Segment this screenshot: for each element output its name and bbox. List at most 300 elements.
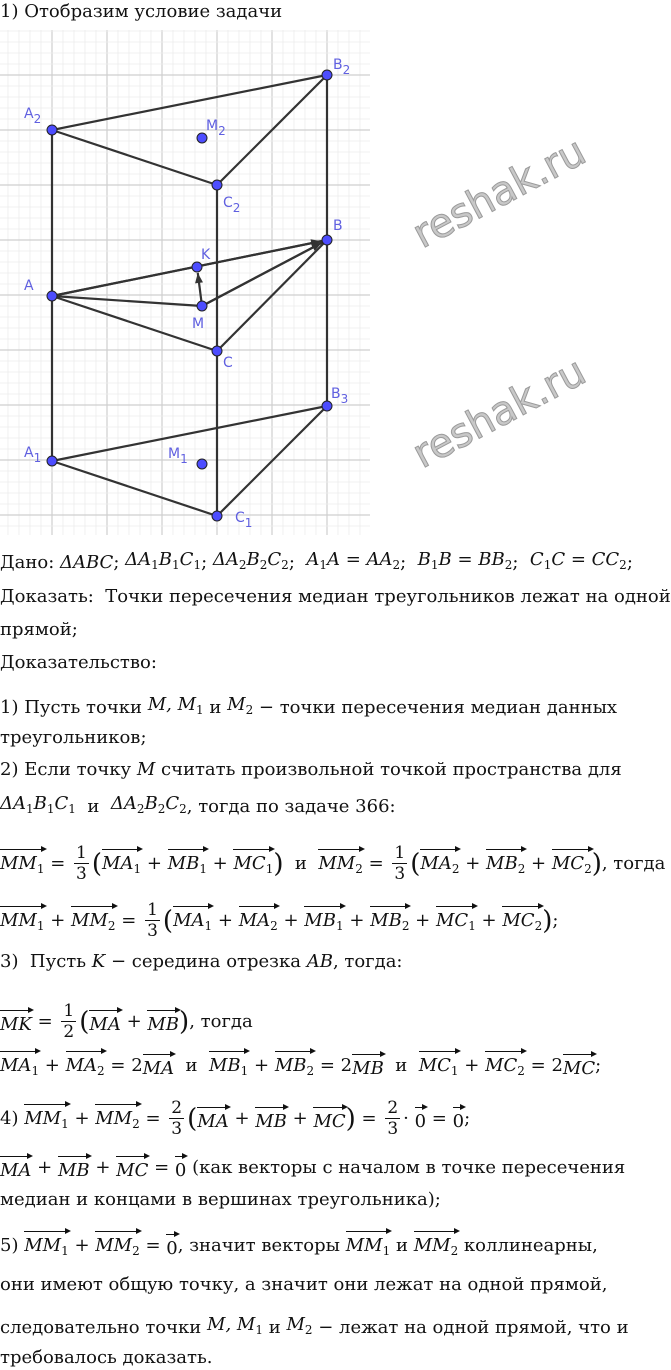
text-run: считать произвольной точкой пространства для [155,759,622,780]
numerator: 1 [394,843,406,863]
vector [71,903,116,938]
vector-name: MC [551,853,585,874]
text-run: + [89,1157,117,1178]
text-run: = [44,852,72,874]
bracket: ( [187,1103,198,1134]
point-label-A2: A2 [24,106,42,126]
vector-bar [24,1231,69,1232]
vector-arrow-icon [112,903,118,909]
text-run: − лежат на одной прямой, что и [312,1316,629,1338]
vector-name: MM [24,1108,62,1129]
vector-name: MB [486,853,518,874]
math-symbol: $C_1$ [529,549,552,572]
vector [147,1007,179,1037]
math-symbol: $A = AA_2$ [326,549,401,572]
vector-name: MM [95,1235,133,1256]
vector-name: MC [435,910,469,931]
math-symbol: $B = BB_2$ [438,549,513,572]
vector-name: MB [370,910,402,931]
vector [313,1104,345,1134]
vector-name: MA [420,853,452,874]
subscript: 1 [26,802,34,816]
math-symbol: K [91,951,106,972]
point-M1 [197,459,207,469]
subscript: 2 [157,802,166,816]
subscript: 1 [199,862,207,876]
text-run: , тогда [189,1010,253,1032]
vector-name: MA [102,853,134,874]
vector [143,1051,174,1081]
subscript: 2 [306,1064,315,1078]
vector-name: MC [502,910,535,931]
subscript: 1 [133,862,142,876]
vector-name: MB [274,1055,307,1076]
fraction [385,1098,400,1139]
vector-arrow-icon [472,903,478,909]
point-M2 [197,133,207,143]
math-symbol: M, $M_1$ [207,1314,263,1337]
text-run: медиан и концами в вершинах треугольника); [0,1189,441,1210]
vector-arrow-icon [136,1228,142,1234]
math-symbol: $C = CC_2$ [551,549,627,572]
text-run: + [31,1157,58,1178]
vector [0,1153,31,1183]
vector [275,1048,314,1083]
text-line [0,1346,212,1370]
subscript: 2 [97,1064,105,1078]
vector-bar [419,1051,459,1052]
vector-arrow-icon [35,1048,41,1054]
subscript: 2 [179,802,187,816]
text-run: 5) [0,1234,25,1256]
text-run: следовательно точки [0,1316,208,1338]
vector-bar [24,1104,69,1105]
vector-arrow-icon [342,1104,348,1110]
subscript: 1 [430,558,439,572]
math-symbol: $B_1$ [33,793,55,816]
text-line [0,758,622,782]
text-run: и [75,795,111,817]
point-label-M1: M1 [168,446,188,466]
text-run: коллинеарны, [458,1234,598,1256]
subscript: 2 [392,558,401,572]
math-symbol: $B_1$ [158,549,180,572]
text-run: ; [400,551,418,573]
vector [502,903,542,938]
vector-bar [502,906,542,907]
geometry-diagram [0,30,370,535]
vector [0,1007,32,1037]
text-run: = [148,1157,175,1178]
point-label-B3: B3 [331,386,349,406]
subscript: 1 [31,1064,40,1078]
subscript: 1 [335,919,344,933]
vector-arrow-icon [41,903,47,909]
subscript: 1 [319,558,327,572]
text-run: = 2 [104,1054,143,1076]
subscript: 1 [36,919,45,933]
vector-bar [346,1231,391,1232]
vector-arrow-icon [359,846,365,852]
fraction [392,843,407,884]
text-line [0,618,78,642]
text-run: , значит векторы [177,1234,346,1256]
vector-arrow-icon [174,1231,180,1237]
subscript: 2 [304,1323,313,1337]
text-run: Доказать: Точки пересечения медиан треугольников лежат на одной [0,586,671,607]
vector-name: MB [255,1110,287,1132]
subscript: 1 [240,1064,249,1078]
fraction [74,843,89,884]
vector [0,903,45,938]
watermark: reshak.ru [405,128,594,258]
vector [370,903,409,938]
vector-bar [95,1104,140,1105]
vector-bar [173,906,212,907]
vector-bar [0,849,45,850]
subscript: 2 [584,862,592,876]
text-line [0,1188,441,1212]
vector [563,1051,595,1081]
point-C2 [212,180,222,190]
text-line [0,950,403,974]
vector-bar [0,1051,39,1052]
vector-name: 0 [414,1110,427,1132]
vector-bar [414,1231,459,1232]
bracket: ( [162,905,174,936]
vector [318,846,363,881]
fraction [61,1001,76,1042]
vector-bar [420,849,459,850]
text-line [0,726,147,750]
text-run: + [206,852,234,874]
point-A1 [47,456,57,466]
vector-arrow-icon [269,846,275,852]
point-A2 [47,125,57,135]
vector [485,1048,525,1083]
vector-arrow-icon [182,1153,188,1159]
text-run: = [355,1107,383,1129]
math-symbol: $C_2$ [267,549,289,572]
point-label-M2: M2 [206,118,226,138]
vector-arrow-icon [86,1153,92,1159]
denominator: 3 [171,1119,183,1139]
subscript: 1 [46,802,55,816]
vector [486,846,525,881]
heading: 1) Отобразим условие задачи [0,1,283,22]
vector [197,1104,228,1134]
vector-arrow-icon [340,903,346,909]
text-run: + [68,1107,96,1129]
text-run: = [115,909,143,931]
vector-name: MB [304,910,336,931]
subscript: 1 [193,558,202,572]
text-run: и [174,1054,209,1076]
subscript: 1 [204,919,213,933]
vector-arrow-icon [203,846,209,852]
text-run: ; [201,551,213,573]
text-run: треугольников; [0,727,147,748]
vector-name: MM [0,853,37,874]
text-line [0,651,157,675]
vector-arrow-icon [521,1048,527,1054]
watermark: reshak.ru [405,348,594,478]
text-run: , тогда по задаче 366: [186,795,396,817]
denominator: 3 [387,1119,399,1139]
segment-A2B2 [52,75,327,130]
vector-bar [168,849,207,850]
point-label-C1: C1 [235,510,253,530]
vector-name: MC [418,1055,451,1076]
vector-arrow-icon [136,1101,142,1107]
point-label-B2: B2 [333,57,351,77]
vector [233,846,273,881]
text-line [0,548,633,577]
text-run: = 2 [524,1054,563,1076]
bracket: ) [591,848,602,879]
vector-name: MB [352,1057,384,1079]
numerator: 1 [63,1001,75,1021]
text-run: (как векторы с началом в точке пересечения [186,1157,626,1178]
subscript: 2 [107,919,116,933]
vector-name: MM [24,1235,62,1256]
vector-bar [209,1051,248,1052]
subscript: 1 [36,862,45,876]
segment-C2A2 [52,130,217,185]
subscript: 1 [382,1244,391,1258]
subscript: 1 [255,1323,263,1337]
text-run: − точки пересечения медиан данных [253,696,618,718]
vector [414,1228,459,1263]
vector-name: MA [0,1055,32,1076]
text-run: и [383,1054,419,1076]
vector-name: MC [562,1057,596,1079]
text-run: + [212,909,239,931]
subscript: 1 [61,1244,69,1258]
text-run: Дано: [0,551,60,573]
text-line [0,843,665,884]
vector-arrow-icon [455,846,461,852]
vector-arrow-icon [310,1048,316,1054]
text-line [0,1001,253,1042]
vector-arrow-icon [283,1104,289,1110]
vector [168,846,207,881]
vector-bar [436,906,476,907]
text-run: + [248,1054,275,1076]
point-C1 [212,511,222,521]
text-run: = [31,1010,59,1032]
bracket: ( [410,848,421,879]
text-run: + [39,1054,66,1076]
text-run: + [277,909,305,931]
vector-bar [370,906,409,907]
vector-bar [318,849,363,850]
math-symbol: $B_2$ [246,549,268,572]
numerator: 1 [147,900,158,920]
numerator: 2 [387,1098,399,1118]
text-line [0,1153,625,1183]
subscript: 2 [270,919,278,933]
text-run: + [458,1054,486,1076]
vector-bar [552,849,592,850]
point-label-K: K [201,247,211,263]
vector [24,1101,69,1136]
vector-name: MA [65,1055,98,1076]
vector [173,903,212,938]
text-run: = 2 [314,1054,353,1076]
vector-name: 0 [452,1110,465,1132]
text-run: ; [595,1054,602,1076]
point-label-C2: C2 [223,195,241,215]
text-run: + [525,852,552,874]
vector [66,1048,105,1083]
vector-arrow-icon [208,903,214,909]
bracket: ) [542,905,553,936]
subscript: 1 [468,919,476,933]
vector-arrow-icon [380,1051,386,1057]
text-run: и [262,1316,287,1338]
vector [346,1228,391,1263]
vector-name: MB [57,1160,90,1181]
text-run: + [459,852,487,874]
subscript: 1 [172,558,180,572]
vector-name: MB [147,1013,180,1035]
vector-arrow-icon [170,1051,176,1057]
math-symbol: $C_1$ [54,793,76,816]
vector-name: MC [233,853,266,874]
text-run: = [139,1234,167,1256]
subscript: 1 [68,802,76,816]
text-run: ; [464,1107,471,1129]
vector-name: MA [0,1160,32,1181]
vector-name: MK [0,1013,32,1035]
subscript: 2 [281,558,289,572]
text-run: − середина отрезка [105,951,307,972]
vector-name: MM [71,910,108,931]
vector-name: MC [116,1160,149,1181]
text-line [0,585,671,609]
vector [419,1048,459,1083]
text-run: + [228,1107,256,1129]
vector-name: MM [345,1235,383,1256]
text-run: они имеют общую точку, а значит они лежат на одной прямой, [0,1274,608,1295]
subscript: 2 [517,1064,525,1078]
vector-bar [0,906,45,907]
math-symbol: $\Delta A_2$ [110,793,145,816]
math-symbol: $\Delta A_2$ [212,549,247,572]
vector-name: MA [173,910,205,931]
math-symbol: $A_1$ [306,549,327,572]
point-C [212,346,222,356]
bracket: ( [91,848,103,879]
vector-bar [239,906,278,907]
text-line [0,900,558,941]
vector-arrow-icon [175,1007,181,1013]
vector-bar [71,906,116,907]
text-run: 1) Пусть точки [0,696,148,718]
vector [175,1153,186,1183]
text-line [0,1228,598,1263]
text-run: требовалось доказать. [0,1347,213,1368]
subscript: 2 [259,558,268,572]
bracket: ) [273,848,284,879]
numerator: 2 [171,1098,183,1118]
subscript: 1 [450,1064,459,1078]
vector-arrow-icon [101,1048,107,1054]
vector [352,1051,384,1081]
vector [304,903,343,938]
math-symbol: ΔABC [60,551,114,573]
bracket: ) [345,1103,356,1134]
subscript: 2 [132,1117,140,1131]
point-label-B: B [333,218,343,234]
text-line [0,1048,601,1083]
vector-bar [233,849,273,850]
math-symbol: M [136,759,156,780]
point-B3 [322,401,332,411]
subscript: 2 [619,558,627,572]
vector-arrow-icon [455,1048,461,1054]
fraction [169,1098,184,1139]
vector-name: 0 [166,1237,178,1259]
vector [552,846,592,881]
text-line [0,693,617,722]
segment-A1B3 [52,406,327,461]
text-line [0,1273,607,1297]
text-run: ; [512,551,530,573]
denominator: 2 [63,1022,75,1042]
vector-arrow-icon [422,1104,428,1110]
subscript: 2 [534,919,543,933]
vector-bar [66,1051,105,1052]
point-K [192,262,202,272]
math-symbol: AB [306,951,333,972]
text-line [0,1098,470,1139]
math-symbol: $C_2$ [165,793,187,816]
text-run: 2) Если точку [0,759,137,780]
text-run: · [403,1107,415,1129]
vector [116,1153,148,1183]
text-run: , тогда: [332,951,403,972]
math-symbol: $M_2$ [227,694,254,717]
fraction [145,900,160,941]
text-run: + [120,1010,148,1032]
bracket: ( [79,1006,90,1037]
vector-name: MB [209,1055,241,1076]
vector [415,1104,426,1134]
text-run: = [362,852,390,874]
vector [58,1153,90,1183]
subscript: 2 [355,862,363,876]
vector [436,903,476,938]
text-run: 3) Пусть [0,951,92,972]
math-symbol: $C_1$ [179,549,202,572]
text-run: + [343,909,371,931]
vector-bar [275,1051,314,1052]
vector-name: MA [89,1013,121,1035]
text-run: 4) [0,1107,25,1129]
text-run: ; [552,909,559,931]
vector-bar [486,849,525,850]
vector-arrow-icon [460,1104,466,1110]
text-run: и [390,1234,414,1256]
segment-C1A1 [52,461,217,516]
vector [0,1048,39,1083]
vector [0,846,45,881]
vector-arrow-icon [244,1048,250,1054]
vector-arrow-icon [41,846,47,852]
numerator: 1 [76,843,87,863]
